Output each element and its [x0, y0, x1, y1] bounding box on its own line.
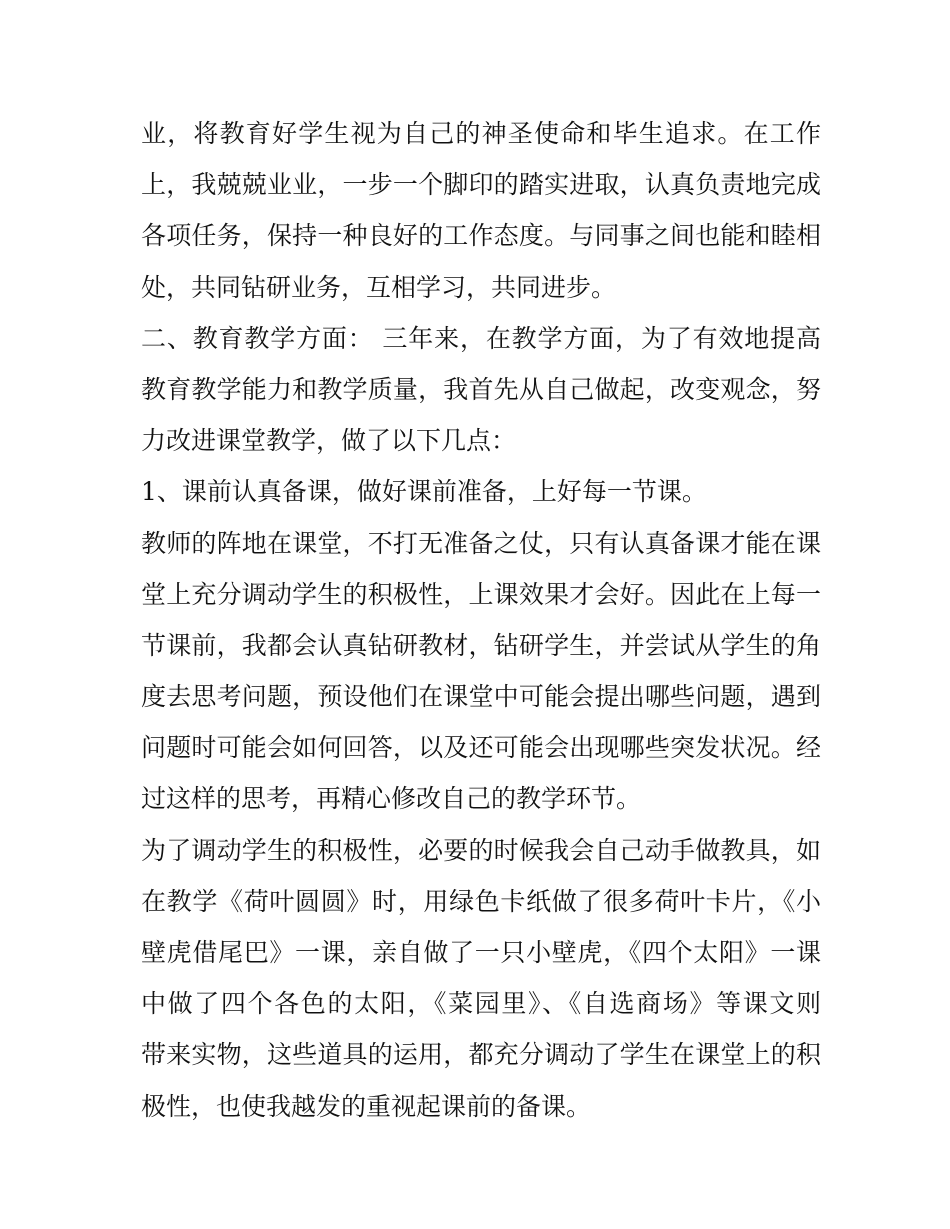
text-line: 壁虎借尾巴》一课，亲自做了一只小壁虎，《四个太阳》一课: [141, 938, 821, 967]
text-line: 力改进课堂教学，做了以下几点：: [141, 426, 517, 456]
text-line: 上，我兢兢业业，一步一个脚印的踏实进取，认真负责地完成: [141, 170, 821, 200]
text-line: 问题时可能会如何回答，以及还可能会出现哪些突发状况。经: [141, 733, 821, 763]
text-line: 教育教学能力和教学质量，我首先从自己做起，改变观念，努: [141, 374, 821, 404]
text-line: 为了调动学生的积极性，必要的时候我会自己动手做教具，如: [141, 835, 821, 865]
text-line: 各项任务，保持一种良好的工作态度。与同事之间也能和睦相: [141, 221, 821, 251]
text-line: 业，将教育好学生视为自己的神圣使命和毕生追求。在工作: [141, 119, 821, 148]
text-line: 带来实物，这些道具的运用，都充分调动了学生在课堂上的积: [141, 1040, 821, 1070]
text-line: 教师的阵地在课堂，不打无准备之仗，只有认真备课才能在课: [141, 528, 821, 558]
section-heading-line: 二、教育教学方面： 三年来，在教学方面，为了有效地提高: [141, 323, 821, 353]
text-line: 在教学《荷叶圆圆》时，用绿色卡纸做了很多荷叶卡片，《小: [141, 886, 821, 916]
text-line: 节课前，我都会认真钻研教材，钻研学生，并尝试从学生的角: [141, 630, 821, 660]
text-line: 过这样的思考，再精心修改自己的教学环节。: [141, 784, 642, 814]
numbered-item-line: 1、课前认真备课，做好课前准备，上好每一节课。: [141, 477, 707, 507]
body-text: [141, 108, 821, 1132]
text-line: 极性，也使我越发的重视起课前的备课。: [141, 1091, 592, 1121]
text-line: 度去思考问题，预设他们在课堂中可能会提出哪些问题，遇到: [141, 682, 821, 712]
text-line: 堂上充分调动学生的积极性，上课效果才会好。因此在上每一: [141, 579, 821, 609]
text-line: 处，共同钻研业务，互相学习，共同进步。: [141, 272, 617, 302]
text-line: 中做了四个各色的太阳，《菜园里》、《自选商场》等课文则: [141, 989, 821, 1019]
